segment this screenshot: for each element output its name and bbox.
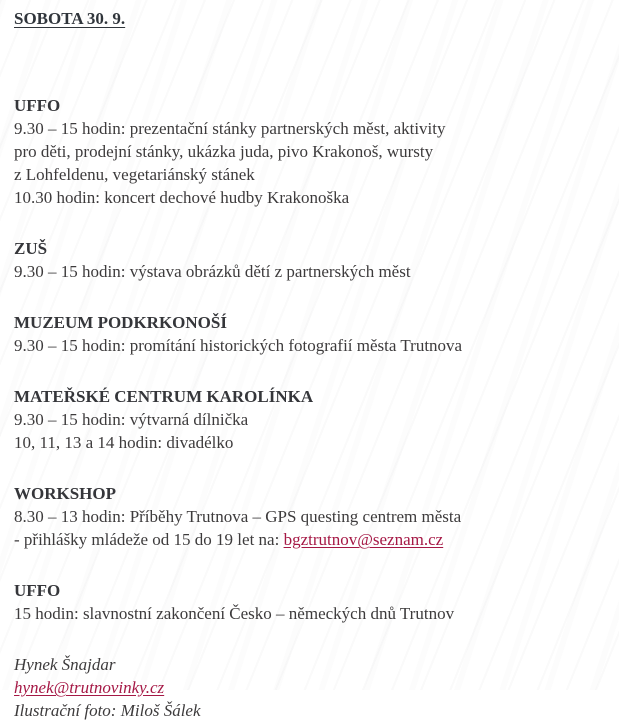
event-section: [14, 94, 599, 209]
event-line-with-link: [14, 528, 599, 551]
event-line: 9.30 – 15 hodin: výtvarná dílnička: [14, 410, 249, 429]
date-heading-row: [14, 7, 599, 62]
event-line: 15 hodin: slavnostní zakončení Česko – německých dnů Trutnov: [14, 604, 455, 623]
venue-title: UFFO: [14, 96, 61, 115]
event-line: 9.30 – 15 hodin: prezentační stánky partnerských měst, aktivity: [14, 119, 446, 138]
venue-title: UFFO: [14, 581, 61, 600]
event-line: 9.30 – 15 hodin: promítání historických fotografií města Trutnova: [14, 336, 463, 355]
venue-title: ZUŠ: [14, 239, 48, 258]
author-email-row: [14, 676, 599, 699]
event-line: 10, 11, 13 a 14 hodin: divadélko: [14, 433, 234, 452]
event-line: z Lohfeldenu, vegetariánský stánek: [14, 165, 255, 184]
venue-title: MUZEUM PODKRKONOŠÍ: [14, 313, 227, 332]
event-line: pro děti, prodejní stánky, ukázka juda, pivo Krakonoš, wursty: [14, 142, 434, 161]
registration-email-link[interactable]: bgztrutnov@seznam.cz: [283, 530, 444, 549]
event-section: [14, 482, 599, 551]
event-section: [14, 237, 599, 283]
event-line: 9.30 – 15 hodin: výstava obrázků dětí z partnerských měst: [14, 262, 411, 281]
link-line-prefix: - přihlášky mládeže od 15 do 19 let na:: [14, 530, 284, 549]
event-section: [14, 311, 599, 357]
event-line: 8.30 – 13 hodin: Příběhy Trutnova – GPS questing centrem města: [14, 507, 462, 526]
author-email-link[interactable]: hynek@trutnovinky.cz: [14, 678, 165, 697]
event-sections: [14, 94, 599, 625]
venue-title: WORKSHOP: [14, 484, 117, 503]
author-name: Hynek Šnajdar: [14, 655, 116, 674]
event-section: [14, 579, 599, 625]
date-heading: SOBOTA 30. 9.: [14, 9, 126, 28]
event-line: 10.30 hodin: koncert dechové hudby Krakonoška: [14, 188, 350, 207]
event-section: [14, 385, 599, 454]
photo-credit: Ilustrační foto: Miloš Šálek: [14, 701, 201, 720]
venue-title: MATEŘSKÉ CENTRUM KAROLÍNKA: [14, 387, 314, 406]
signature-block: [14, 653, 599, 722]
